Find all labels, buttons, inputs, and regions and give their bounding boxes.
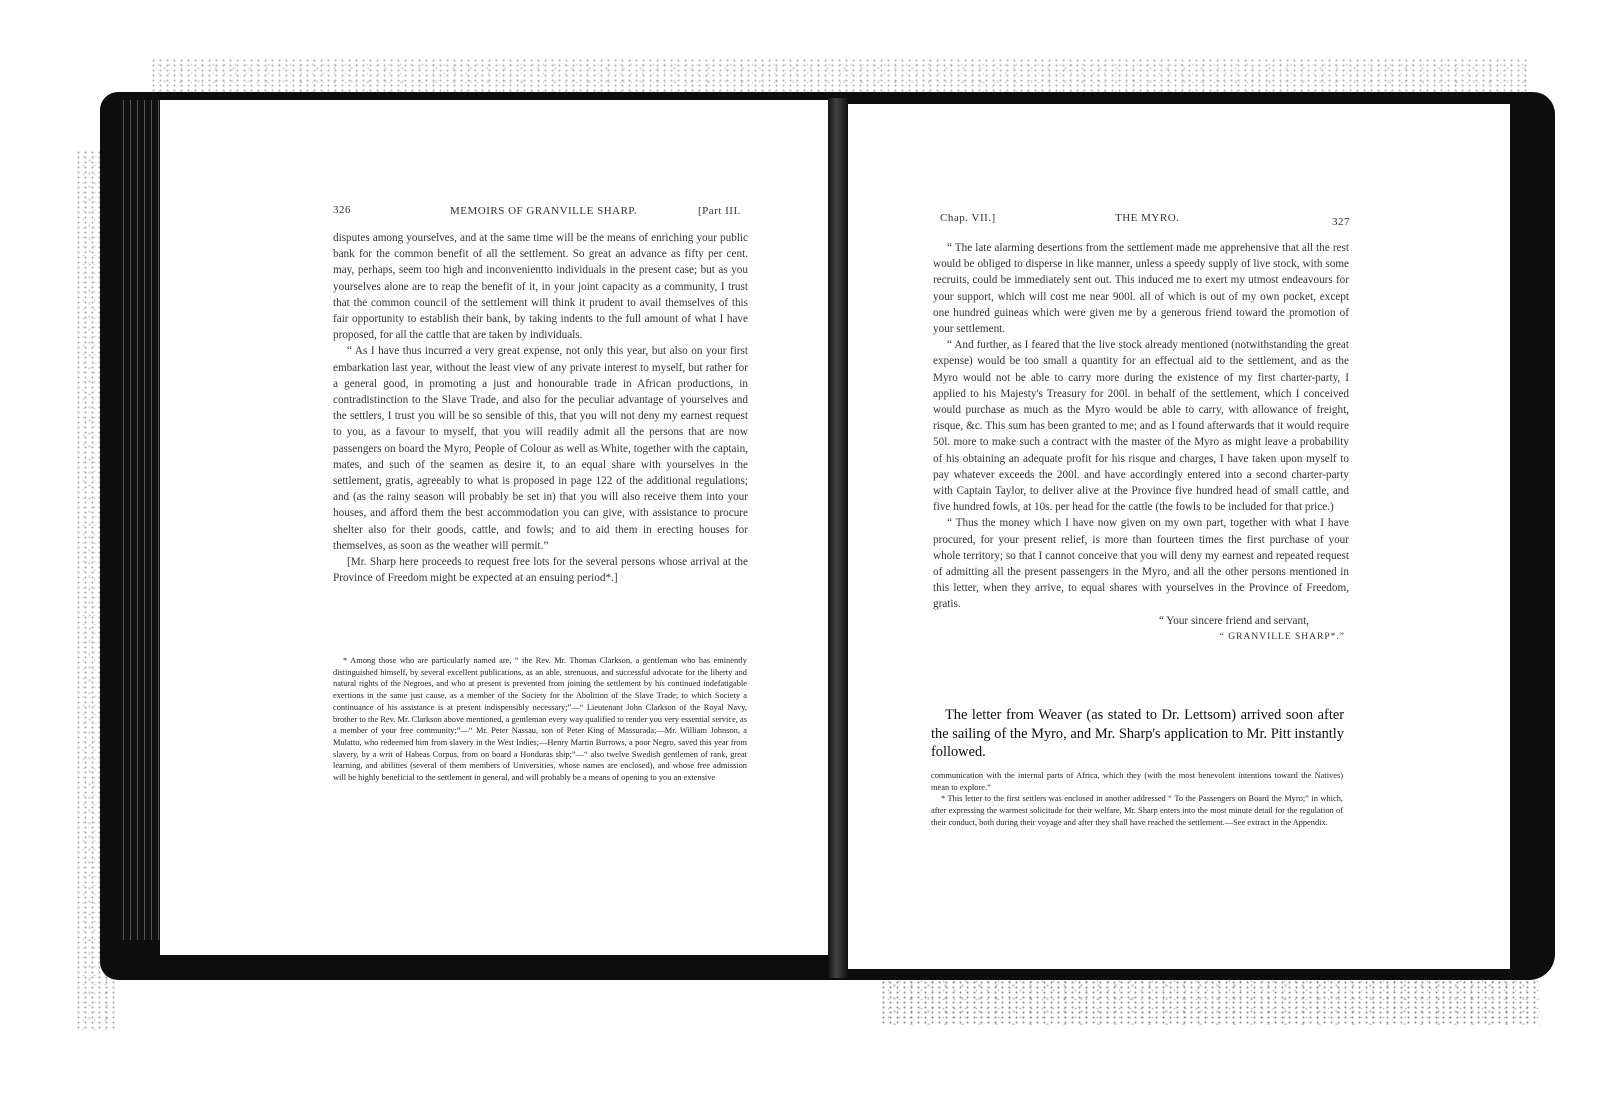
left-footnote-text: * Among those who are particularly named are, “ the Rev. Mr. Thomas Clarkson, a gentleman who has eminently distinguished himself, by several excellent publications, as an able, strenuous, and successful advocate for the liberty and natural rights of the Negroes, and who at present is prevented from joining the settlement by his continued indefatigable exertions in the same just cause, as a member of the Society for the Abolition of the Slave Trade; to which Society a continuance of his assistance is at present indispensibly necessary;”—“ Lieutenant John Clarkson of the Royal Navy, brother to the Rev. Mr. Clarkson above mentioned, a gentleman every way qualified to render you very essential service, as a member of your free community;”—“ Mr. Peter Nassau, son of Peter King of Massurada;—Mr. William Johnson, a Mulatto, who redeemed him from slavery in the West Indies;—Henry Martin Burrows, a poor Negro, saved this year from slavery, by a writ of Habeas Corpus, from on board a Honduras ship;”—“ also twelve Swedish gentlemen of rank, great learning, and abilities (several of them members of Universities, whose names are enclosed), and whose free admission will be highly beneficial to the settlement in general, and will probably be a means of opening to you an extensive xyxy=(333,656,747,783)
right-paragraph-3: “ Thus the money which I have now given on my own part, together with what I have procured, for your present relief, is more than fourteen times the first purchase of your whole territory; so that I cannot conceive that you will deny my earnest and repeated request of admitting all the present passengers in the Myro, and all the other persons mentioned in this letter, when they arrive, to equal shares with yourselves in the Province of Freedom, gratis. xyxy=(933,517,1349,611)
right-body-text xyxy=(933,240,1349,645)
left-paragraph-2: “ As I have thus incurred a very great expense, not only this year, but also on your first embarkation last year, without the least view of any private interest to myself, but rather for a general good, in promoting a just and honourable trade in African productions, in contradistinction to the Slave Trade, and also for the peculiar advantage of yourselves and the settlers, I trust you will be so sensible of this, that you will not deny my earnest request to you, as a favour to myself, that you will readily admit all the persons that are now passengers on board the Myro, People of Colour as well as White, together with the captain, mates, and such of the seamen as desire it, to an equal share with yourselves in the settlement, gratis, agreeably to what is proposed in page 122 of the additional regulations; and (as the rainy season will probably be set in) that you will also receive them into your houses, and afford them the best accommodation you can give, with assistance to procure shelter also for their goods, cattle, and fowls; and to aid them in erecting houses for themselves, as soon as the weather will permit.” xyxy=(333,345,748,552)
book-gutter xyxy=(828,98,848,978)
page-leaf-edges xyxy=(120,100,160,940)
footnote-continued: communication with the internal parts of Africa, which they (with the most benevolent intentions toward the Natives) mean to explore.” xyxy=(931,771,1343,792)
narrative-paragraph: The letter from Weaver (as stated to Dr. Lettsom) arrived soon after the sailing of the Myro, and Mr. Sharp's application to Mr. Pitt instantly followed. xyxy=(931,707,1344,760)
right-running-title: THE MYRO. xyxy=(1115,212,1180,224)
left-paragraph-3: [Mr. Sharp here proceeds to request free lots for the several persons whose arrival at the Province of Freedom might be expected at an ensuing period*.] xyxy=(333,556,748,585)
scan-noise-bottom xyxy=(880,975,1540,1025)
left-page-number: 326 xyxy=(333,204,351,216)
right-footnotes xyxy=(931,770,1343,829)
letter-signature: “ GRANVILLE SHARP*.” xyxy=(1219,631,1345,642)
letter-closing: “ Your sincere friend and servant, xyxy=(1158,614,1309,627)
right-paragraph-1: “ The late alarming desertions from the settlement made me apprehensive that all the rest would be obliged to disperse in like manner, unless a speedy supply of live stock, with some recruits, could be immediately sent out. This induced me to exert my utmost endeavours for your support, which will cost me near 900l. all of which is out of my own pocket, except one hundred guineas which were given me by a generous friend toward the promotion of your settlement. xyxy=(933,242,1349,336)
right-chapter-label: Chap. VII.] xyxy=(940,212,996,224)
left-paragraph-1: disputes among yourselves, and at the same time will be the means of enriching your public bank for the common benefit of all the settlement. So great an advance as fifty per cent. may, perhaps, seem too high and inconvenientto individuals in the present case; but as you yourselves alone are to reap the benefit of it, in your joint capacity as a community, I trust that the common council of the settlement will think it prudent to avail themselves of this fair opportunity to establish their bank, by taking indents to the full amount of what I have proposed, for all the cattle that are taken by individuals. xyxy=(333,232,748,342)
left-running-title: MEMOIRS OF GRANVILLE SHARP. xyxy=(450,205,638,217)
left-footnote xyxy=(333,655,747,784)
right-footnote-text: * This letter to the first settlers was enclosed in another addressed “ To the Passengers on Board the Myro;” in which, after expressing the warmest solicitude for their welfare, Mr. Sharp enters into the most minute detail for the regulation of their conduct, both during their voyage and after they shall have reached the settlement.—See extract in the Appendix. xyxy=(931,794,1343,827)
left-body-text xyxy=(333,230,748,586)
left-part-label: [Part III. xyxy=(698,205,741,217)
right-page-number: 327 xyxy=(1332,216,1350,228)
right-paragraph-2: “ And further, as I feared that the live stock already mentioned (notwithstanding the great expense) would be too small a quantity for an effectual aid to the settlement, and as the Myro would not be able to carry more during the existence of my first charter-party, I applied to his Majesty's Treasury for 200l. in behalf of the settlement, which I conceived would purchase as much as the Myro would be able to carry, with allowance of freight, risque, &c. This sum has been granted to me; and as I found afterwards that it would require 50l. more to make such a contract with the master of the Myro as might leave a probability of his obtaining an adequate profit for his risque and charges, I have taken upon myself to pay whatever exceeds the 200l. and have accordingly entered into a second charter-party with Captain Taylor, to deliver alive at the Province five hundred head of small cattle, and five hundred fowls, at 10s. per head for the cattle (the fowls to be included for that price.) xyxy=(933,339,1349,514)
